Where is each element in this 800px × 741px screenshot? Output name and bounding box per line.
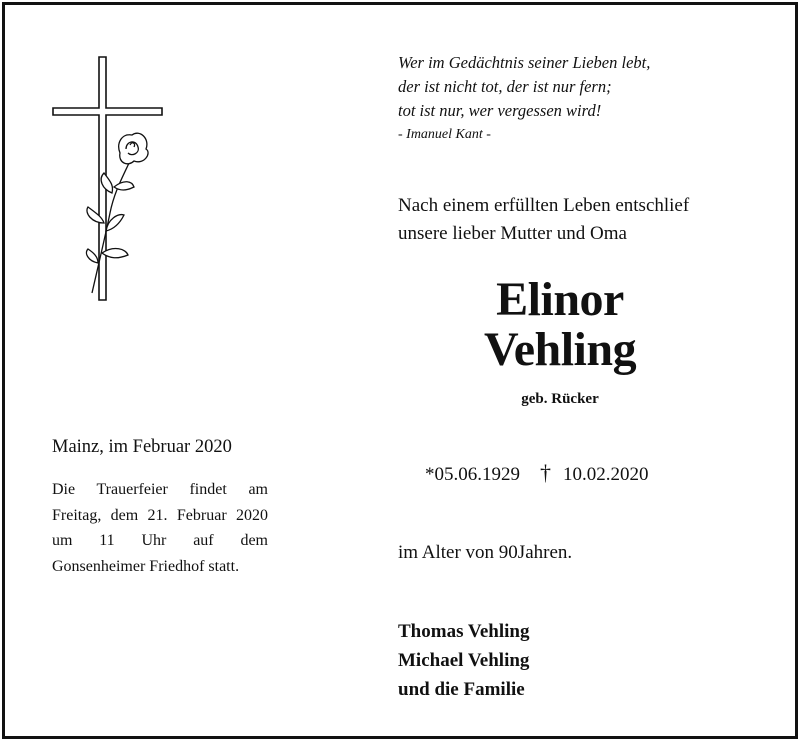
cross-with-rose bbox=[48, 53, 168, 303]
deceased-name bbox=[400, 275, 720, 375]
birth-date: *05.06.1929 bbox=[425, 464, 520, 485]
obituary-notice bbox=[2, 2, 798, 739]
memorial-quote bbox=[398, 51, 758, 147]
life-dates bbox=[425, 460, 765, 486]
cross-icon bbox=[48, 53, 168, 303]
signer: und die Familie bbox=[398, 679, 525, 700]
dagger-icon: † bbox=[540, 460, 551, 485]
signer: Thomas Vehling bbox=[398, 621, 530, 642]
quote-line: Wer im Gedächtnis seiner Lieben lebt, bbox=[398, 53, 651, 72]
quote-line: tot ist nur, wer vergessen wird! bbox=[398, 101, 602, 120]
intro-text bbox=[398, 192, 778, 248]
intro-line: unsere lieber Mutter und Oma bbox=[398, 223, 627, 244]
death-date: 10.02.2020 bbox=[563, 464, 649, 485]
first-name: Elinor bbox=[496, 273, 624, 326]
signers bbox=[398, 617, 778, 704]
last-name: Vehling bbox=[483, 323, 637, 376]
rose-icon bbox=[86, 133, 148, 293]
birth-name: geb. Rücker bbox=[521, 391, 599, 407]
quote-line: der ist nicht tot, der ist nur fern; bbox=[398, 77, 612, 96]
age-text: im Alter von 90Jahren. bbox=[398, 542, 573, 563]
place-date: Mainz, im Februar 2020 bbox=[52, 437, 232, 457]
signer: Michael Vehling bbox=[398, 650, 530, 671]
intro-line: Nach einem erfüllten Leben entschlief bbox=[398, 195, 690, 216]
ceremony-info: Die Trauerfeier findet am Freitag, dem 21. Februar 2020 um 11 Uhr auf dem Gonsenheimer Friedhof statt. bbox=[52, 481, 268, 575]
quote-attribution: - Imanuel Kant - bbox=[398, 127, 491, 142]
